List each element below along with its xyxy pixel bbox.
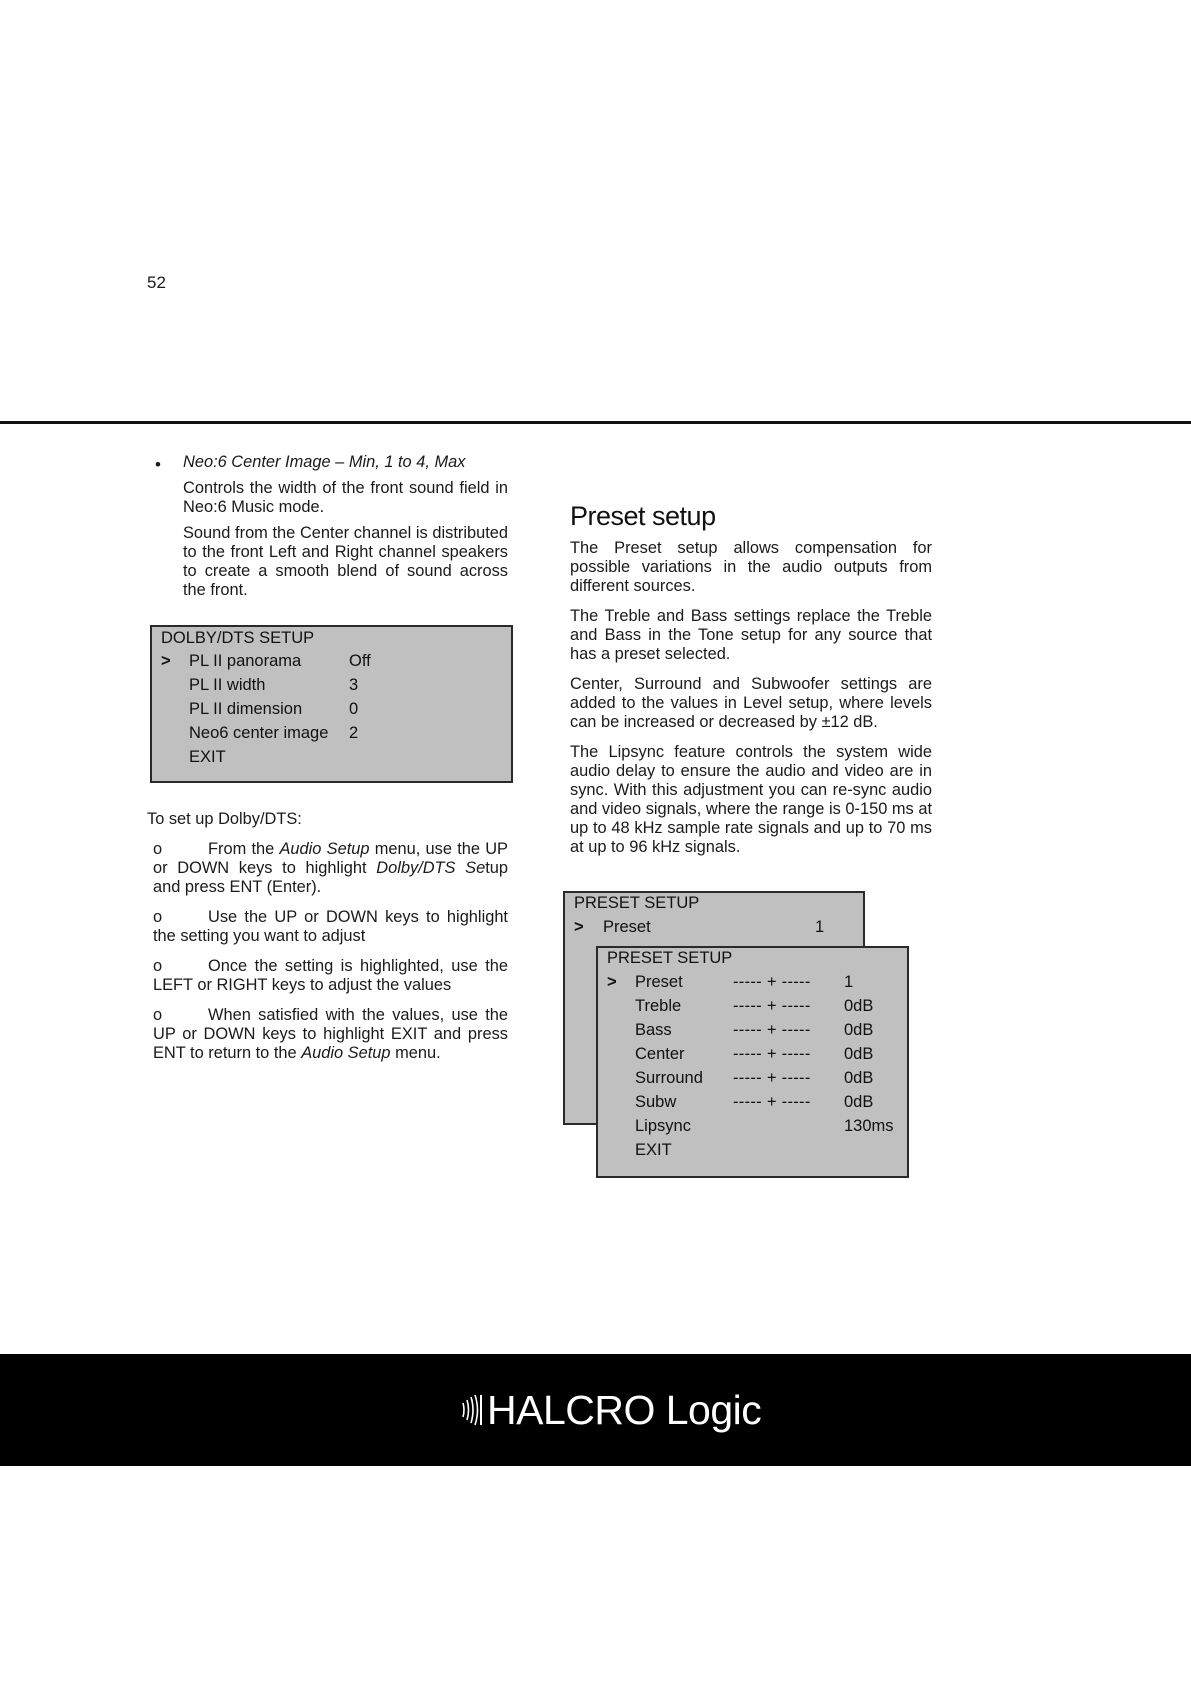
menu-row-subw <box>598 1093 907 1117</box>
menu-cursor: > <box>607 973 617 991</box>
step-item: o Use the UP or DOWN keys to highlight the setting you want to adjust <box>153 908 508 945</box>
menu-item-value: 1 <box>815 918 825 936</box>
brand-name: HALCRO Logic <box>487 1387 762 1433</box>
level-bar: ----- + ----- <box>733 1021 811 1039</box>
menu-item-value: 3 <box>349 676 359 694</box>
menu-item-label: Bass <box>635 1021 672 1039</box>
step-item: o Once the setting is highlighted, use the LEFT or RIGHT keys to adjust the values <box>153 957 508 994</box>
menu-cursor: > <box>161 652 171 670</box>
menu-row-center <box>598 1045 907 1069</box>
step-item: o When satisfied with the values, use the UP or DOWN keys to highlight EXIT and press ENT to return to the Audio Setup menu. <box>153 1006 508 1062</box>
page-number: 52 <box>147 273 166 292</box>
menu-row-exit <box>152 748 511 772</box>
menu-item-value: 2 <box>349 724 359 742</box>
menu-item-label: EXIT <box>189 748 226 766</box>
section-heading: Preset setup <box>570 501 716 531</box>
menu-item-value: 0dB <box>844 1093 874 1111</box>
menu-item-value: 0dB <box>844 1069 874 1087</box>
dolby-dts-setup-menu <box>150 625 513 783</box>
bullet-title: Neo:6 Center Image – Min, 1 to 4, Max <box>183 453 466 471</box>
bullet-paragraph: Sound from the Center channel is distributed to the front Left and Right channel speakers to create a smooth blend of sound across the front. <box>183 524 508 599</box>
level-bar: ----- + ----- <box>733 973 811 991</box>
body-paragraph: The Lipsync feature controls the system wide audio delay to ensure the audio and video are in sync. With this adjustment you can re-sync audio and video signals, where the range is 0-150 ms at up to 48 kHz sample rate signals and up to 70 ms at up to 96 kHz signals. <box>570 743 932 856</box>
menu-cursor: > <box>574 918 584 936</box>
menu-item-value: 0dB <box>844 1021 874 1039</box>
bullet-marker: • <box>155 455 161 474</box>
menu-row-dimension <box>152 700 511 724</box>
menu-item-label: PL II dimension <box>189 700 303 718</box>
menu-item-label: Subw <box>635 1093 677 1111</box>
menu-item-label: PL II panorama <box>189 652 302 670</box>
menu-item-value: 0 <box>349 700 359 718</box>
menu-row-preset <box>598 973 907 997</box>
menu-item-label: Center <box>635 1045 685 1063</box>
menu-row-exit <box>598 1141 907 1165</box>
menu-item-label: Preset <box>635 973 683 991</box>
preset-setup-menu-front <box>596 946 909 1178</box>
menu-item-value: 0dB <box>844 997 874 1015</box>
menu-item-value: 1 <box>844 973 854 991</box>
menu-item-value: 130ms <box>844 1117 894 1135</box>
menu-item-label: Neo6 center image <box>189 724 329 742</box>
menu-item-label: Treble <box>635 997 682 1015</box>
top-divider <box>0 421 1191 424</box>
step-marker: o <box>153 840 163 858</box>
menu-row-width <box>152 676 511 700</box>
menu-item-value: 0dB <box>844 1045 874 1063</box>
level-bar: ----- + ----- <box>733 1093 811 1111</box>
bullet-paragraph: Controls the width of the front sound field in Neo:6 Music mode. <box>183 479 508 516</box>
preset-setup-section <box>570 500 932 868</box>
step-marker: o <box>153 908 163 926</box>
menu-title: DOLBY/DTS SETUP <box>161 629 315 647</box>
sound-wave-icon <box>459 1390 485 1430</box>
menu-item-label: Preset <box>603 918 651 936</box>
menu-item-label: Lipsync <box>635 1117 691 1135</box>
menu-item-label: Surround <box>635 1069 703 1087</box>
menu-row-surround <box>598 1069 907 1093</box>
menu-item-label: EXIT <box>635 1141 672 1159</box>
setup-steps <box>147 810 508 1074</box>
brand-logo <box>459 1380 761 1440</box>
menu-item-label: PL II width <box>189 676 266 694</box>
menu-row-lipsync <box>598 1117 907 1141</box>
menu-title: PRESET SETUP <box>574 894 700 912</box>
menu-row-treble <box>598 997 907 1021</box>
body-paragraph: The Treble and Bass settings replace the Treble and Bass in the Tone setup for any source that has a preset selected. <box>570 607 932 663</box>
menu-row-panorama <box>152 652 511 676</box>
step-marker: o <box>153 957 163 975</box>
menu-title: PRESET SETUP <box>607 949 733 967</box>
footer-bar <box>0 1354 1191 1466</box>
neo6-bullet <box>183 453 508 607</box>
body-paragraph: Center, Surround and Subwoofer settings are added to the values in Level setup, where levels can be increased or decreased by ±12 dB. <box>570 675 932 731</box>
menu-row-bass <box>598 1021 907 1045</box>
level-bar: ----- + ----- <box>733 1045 811 1063</box>
menu-row-preset <box>565 918 863 942</box>
body-paragraph: The Preset setup allows compensation for possible variations in the audio outputs from different sources. <box>570 539 932 595</box>
level-bar: ----- + ----- <box>733 997 811 1015</box>
steps-intro: To set up Dolby/DTS: <box>147 810 302 828</box>
menu-row-neo6 <box>152 724 511 748</box>
menu-item-value: Off <box>349 652 371 670</box>
step-marker: o <box>153 1006 163 1024</box>
level-bar: ----- + ----- <box>733 1069 811 1087</box>
step-item: o From the Audio Setup menu, use the UP or DOWN keys to highlight Dolby/DTS Setup and press ENT (Enter). <box>153 840 509 896</box>
